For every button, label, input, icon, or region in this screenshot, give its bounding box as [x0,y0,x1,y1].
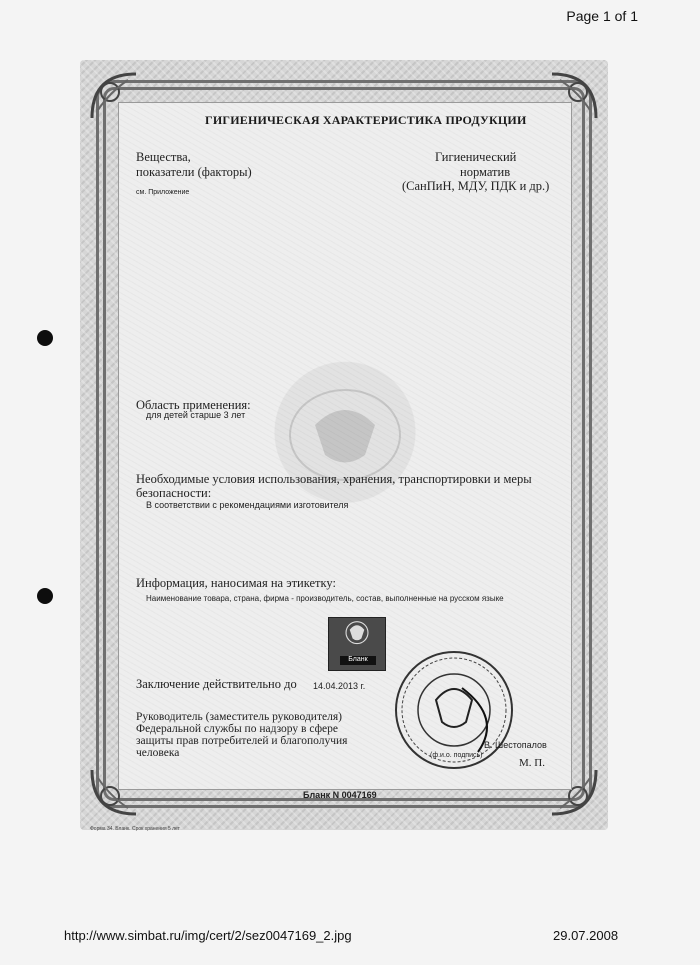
print-date: 29.07.2008 [553,928,619,943]
form-note: Форма 34. Бланк. Срок хранения 5 лет [90,826,180,832]
signer-name: В. Шестопалов [484,740,547,750]
conditions-value: В соответствии с рекомендациями изготовителя [146,500,349,510]
validity-value: 14.04.2013 г. [313,681,366,691]
label-info-value: Наименование товара, страна, фирма - производитель, состав, выполненные на русском языке [146,594,504,603]
punch-hole-top [37,330,53,346]
head-label: человека [136,747,180,759]
head-label: Руководитель (заместитель руководителя) [136,711,342,723]
stamp-place: М. П. [519,757,545,769]
conditions-label: Необходимые условия использования, хранения, транспортировки и меры [136,472,532,486]
label-info-label: Информация, наносимая на этикетку: [136,576,336,590]
coat-of-arms-icon [329,618,385,656]
conditions-label: безопасности: [136,486,212,500]
certificate-title: ГИГИЕНИЧЕСКАЯ ХАРАКТЕРИСТИКА ПРОДУКЦИИ [205,113,527,127]
scope-value: для детей старше 3 лет [146,410,246,420]
head-label: Федеральной службы по надзору в сфере [136,723,338,735]
validity-label: Заключение действительно до [136,677,297,691]
signature-caption: (ф.и.о. подпись) [430,752,483,759]
norm-label: (СанПиН, МДУ, ПДК и др.) [402,179,550,193]
norm-label: норматив [460,165,511,179]
page-counter: Page 1 of 1 [566,8,638,24]
substances-value: см. Приложение [136,189,190,196]
source-url: http://www.simbat.ru/img/cert/2/sez0047169_2.jpg [64,928,352,943]
coat-of-arms-watermark-icon [285,385,405,485]
punch-hole-bottom [37,588,53,604]
substances-label: Вещества, [136,150,191,164]
head-label: защиты прав потребителей и благополучия [136,735,348,747]
scope-label: Область применения: [136,398,251,412]
blank-number: Бланк N 0047169 [303,790,377,800]
norm-label: Гигиенический [435,150,517,164]
emblem-caption: Бланк [340,656,376,665]
substances-label: показатели (факторы) [136,165,252,179]
